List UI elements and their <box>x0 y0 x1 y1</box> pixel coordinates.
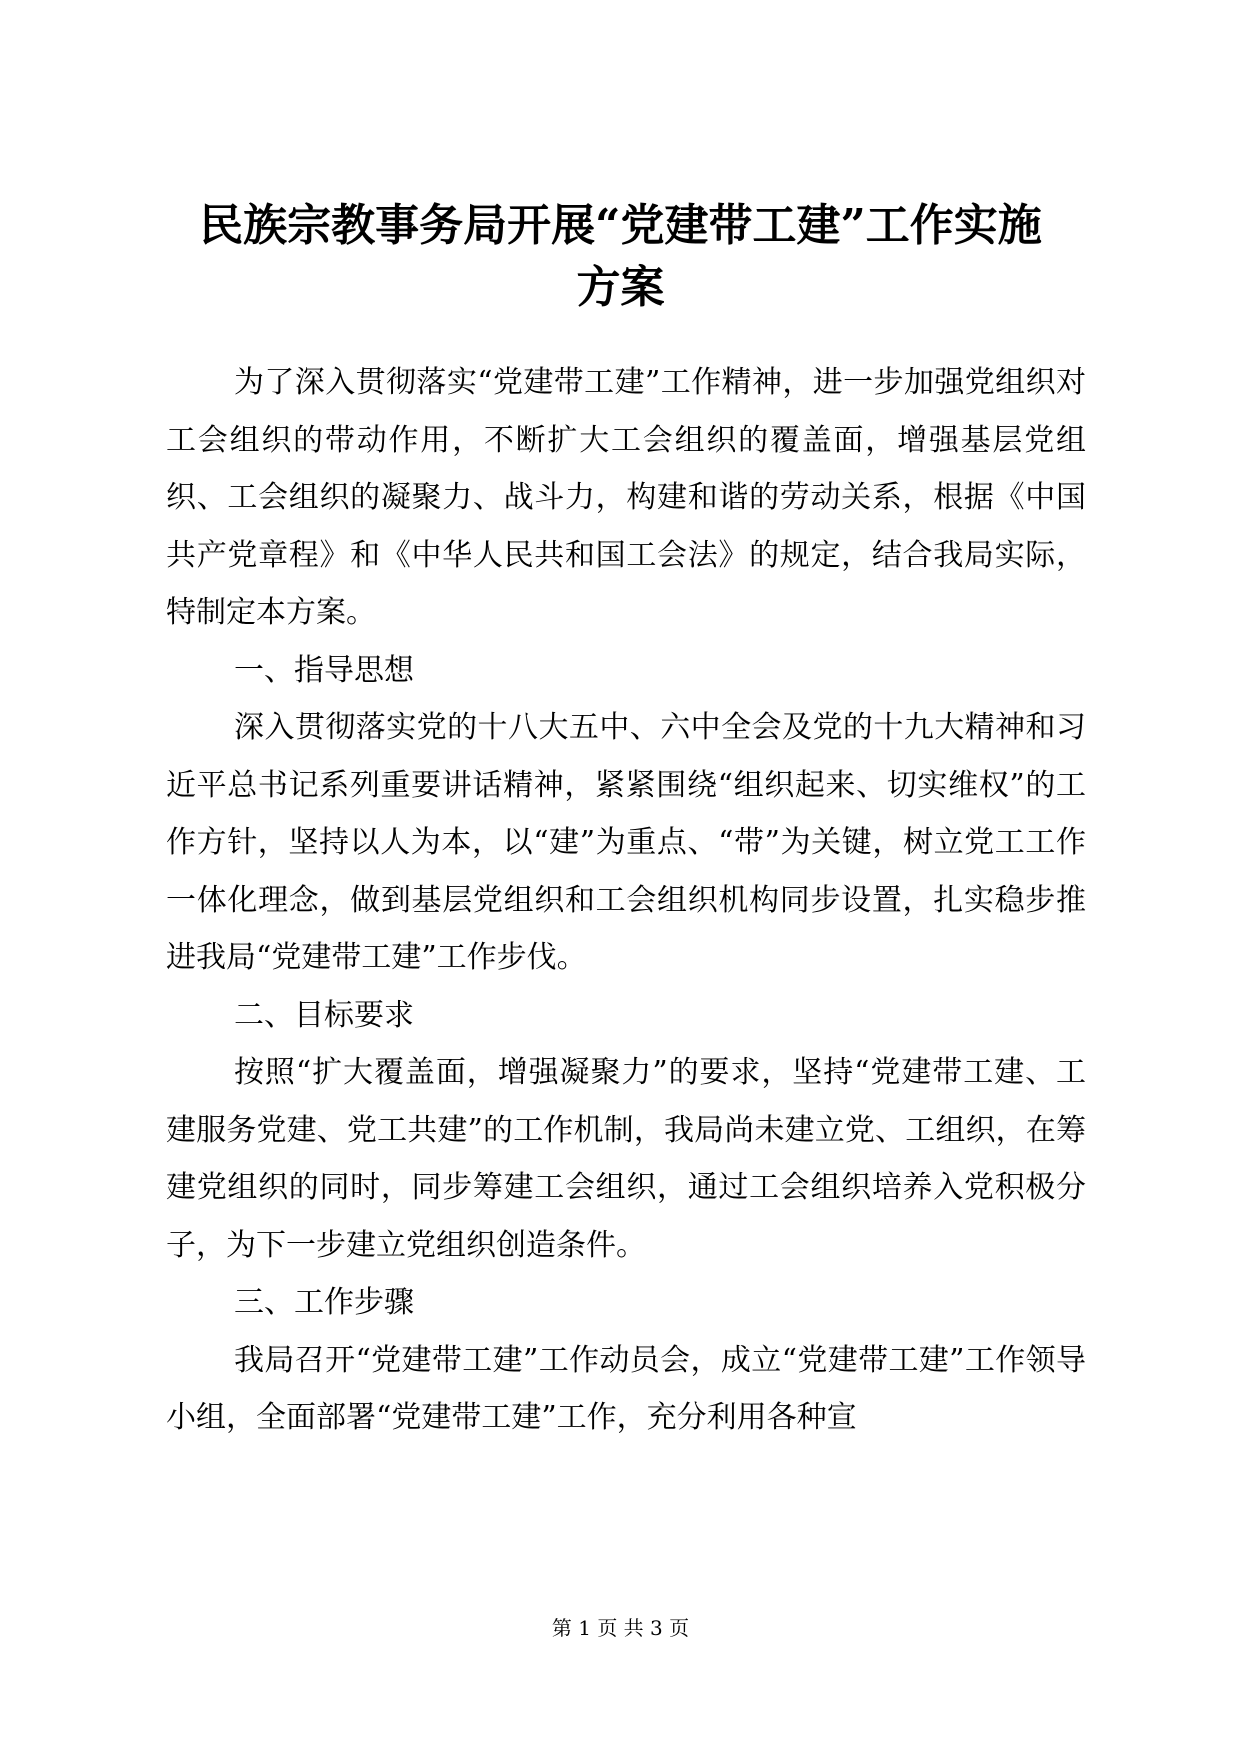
goals-paragraph: 按照“扩大覆盖面，增强凝聚力”的要求，坚持“党建带工建、工建服务党建、党工共建”的工作机制，我局尚未建立党、工组织，在筹建党组织的同时，同步筹建工会组织，通过工会组织培养入党积极分子，为下一步建立党组织创造条件。 <box>166 1055 1086 1263</box>
section-heading-guiding-ideology: 一、指导思想 <box>234 652 414 688</box>
document-body <box>166 354 1086 1447</box>
section-heading-work-steps: 三、工作步骤 <box>234 1285 414 1320</box>
guiding-ideology-paragraph: 深入贯彻落实党的十八大五中、六中全会及党的十九大精神和习近平总书记系列重要讲话精神，紧紧围绕“组织起来、切实维权”的工作方针，坚持以人为本，以“建”为重点、“带”为关键，树立党工工作一体化理念，做到基层党组织和工会组织机构同步设置，扎实稳步推进我局“党建带工建”工作步伐。 <box>166 710 1086 975</box>
section-heading-goals: 二、目标要求 <box>234 997 414 1033</box>
work-steps-paragraph: 我局召开“党建带工建”工作动员会，成立“党建带工建”工作领导小组，全面部署“党建带工建”工作，充分利用各种宣 <box>166 1342 1086 1435</box>
title-line-1: 民族宗教事务局开展“党建带工建”工作实施 <box>199 200 1042 251</box>
page-footer: 第 1 页 共 3 页 <box>551 1616 690 1640</box>
title-line-2: 方案 <box>576 262 665 313</box>
intro-paragraph: 为了深入贯彻落实“党建带工建”工作精神，进一步加强党组织对工会组织的带动作用，不断扩大工会组织的覆盖面，增强基层党组织、工会组织的凝聚力、战斗力，构建和谐的劳动关系，根据《中国共产党章程》和《中华人民共和国工会法》的规定，结合我局实际，特制定本方案。 <box>166 365 1086 630</box>
document-title <box>140 195 1101 319</box>
